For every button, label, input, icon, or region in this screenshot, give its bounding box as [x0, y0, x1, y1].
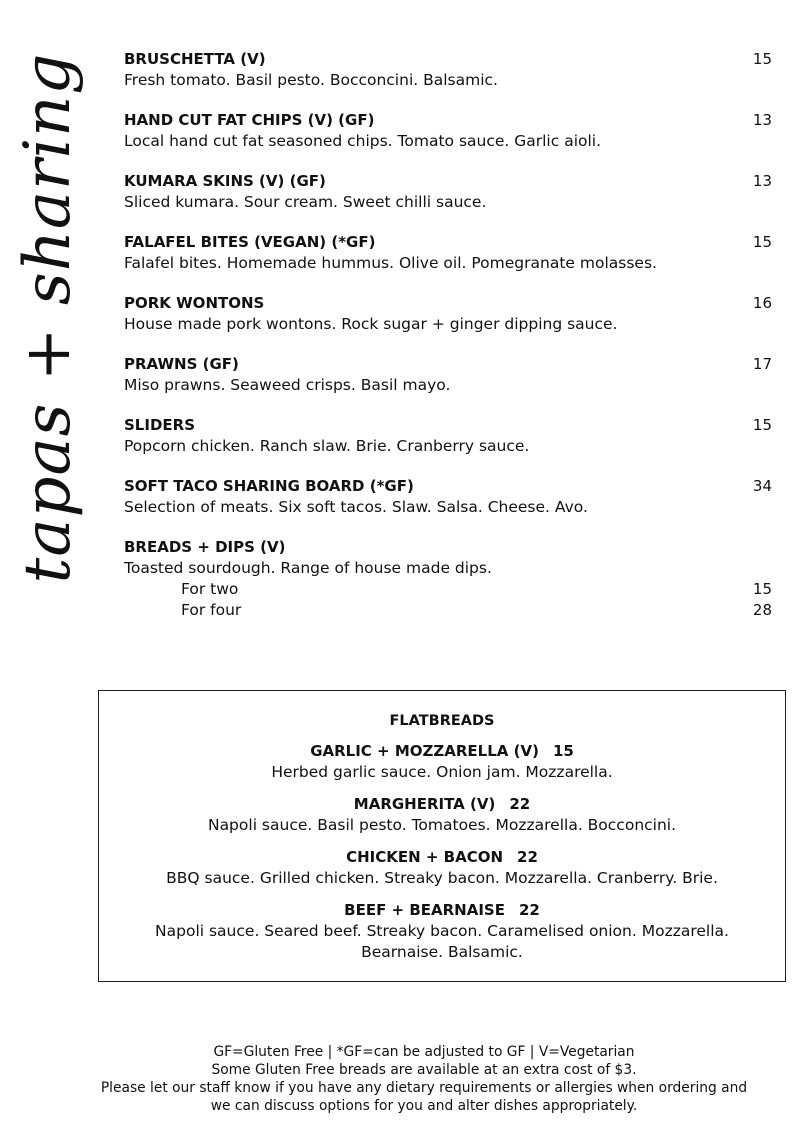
bread-option-two	[124, 579, 772, 600]
menu-item-kumara-skins	[124, 171, 772, 213]
footer-allergy-note: Please let our staff know if you have any dietary requirements or allergies when ordering and	[100, 1080, 748, 1096]
menu-item-fat-chips	[124, 110, 772, 152]
flatbread-garlic-mozzarella	[99, 741, 785, 783]
menu-item-price: 15	[752, 233, 772, 251]
menu-item-description: Toasted sourdough. Range of house made dips.	[124, 559, 492, 577]
menu-item-pork-wontons	[124, 293, 772, 335]
flatbread-price: 22	[517, 848, 538, 866]
flatbread-chicken-bacon	[99, 847, 785, 889]
menu-item-name: PRAWNS (GF)	[124, 355, 239, 373]
flatbread-description: Napoli sauce. Basil pesto. Tomatoes. Mozzarella. Bocconcini.	[207, 816, 677, 834]
menu-item-price: 16	[752, 294, 772, 312]
flatbread-margherita	[99, 794, 785, 836]
menu-item-falafel-bites	[124, 232, 772, 274]
flatbread-description-cont: Bearnaise. Balsamic.	[361, 943, 523, 961]
menu-item-name: KUMARA SKINS (V) (GF)	[124, 172, 326, 190]
menu-item-bruschetta	[124, 49, 772, 91]
tapas-menu-list	[124, 49, 772, 621]
bread-option-four	[124, 600, 772, 621]
menu-item-description: Selection of meats. Six soft tacos. Slaw. Salsa. Cheese. Avo.	[124, 498, 588, 516]
option-label: For two	[181, 580, 239, 598]
menu-item-description: Miso prawns. Seaweed crisps. Basil mayo.	[124, 376, 451, 394]
dietary-footer	[0, 1043, 800, 1115]
menu-item-name: PORK WONTONS	[124, 294, 265, 312]
flatbread-price: 22	[509, 795, 531, 813]
menu-item-description: Popcorn chicken. Ranch slaw. Brie. Cranberry sauce.	[124, 437, 530, 455]
flatbread-price: 15	[552, 742, 574, 760]
section-title: tapas + sharing	[11, 52, 85, 584]
option-price: 15	[752, 580, 772, 598]
menu-item-description: Sliced kumara. Sour cream. Sweet chilli sauce.	[124, 193, 487, 211]
menu-item-description: Fresh tomato. Basil pesto. Bocconcini. Balsamic.	[124, 71, 498, 89]
footer-legend: GF=Gluten Free | *GF=can be adjusted to GF | V=Vegetarian	[213, 1044, 635, 1060]
menu-item-breads-dips	[124, 537, 772, 621]
menu-item-name: SOFT TACO SHARING BOARD (*GF)	[124, 477, 414, 495]
menu-item-price: 34	[752, 477, 772, 495]
flatbreads-box	[98, 690, 786, 982]
flatbread-name: MARGHERITA (V)	[353, 795, 496, 813]
option-label: For four	[181, 601, 242, 619]
flatbread-name: CHICKEN + BACON	[346, 848, 504, 866]
menu-item-name: BREADS + DIPS (V)	[124, 538, 286, 556]
flatbread-description: Napoli sauce. Seared beef. Streaky bacon. Caramelised onion. Mozzarella.	[155, 922, 729, 940]
menu-item-description: House made pork wontons. Rock sugar + ginger dipping sauce.	[124, 315, 618, 333]
flatbread-name: BEEF + BEARNAISE	[344, 901, 505, 919]
menu-item-price: 15	[752, 416, 772, 434]
option-price: 28	[752, 601, 772, 619]
footer-allergy-note-cont: we can discuss options for you and alter dishes appropriately.	[210, 1098, 638, 1114]
menu-item-description: Falafel bites. Homemade hummus. Olive oil. Pomegranate molasses.	[124, 254, 657, 272]
menu-item-name: BRUSCHETTA (V)	[124, 50, 266, 68]
menu-item-name: SLIDERS	[124, 416, 195, 434]
menu-item-name: HAND CUT FAT CHIPS (V) (GF)	[124, 111, 375, 129]
flatbread-beef-bearnaise	[99, 900, 785, 963]
menu-item-sliders	[124, 415, 772, 457]
flatbreads-heading: FLATBREADS	[389, 713, 495, 729]
menu-item-price: 17	[752, 355, 772, 373]
menu-item-description: Local hand cut fat seasoned chips. Tomato sauce. Garlic aioli.	[124, 132, 602, 150]
menu-item-price: 13	[752, 111, 772, 129]
footer-gf-note: Some Gluten Free breads are available at an extra cost of $3.	[211, 1062, 637, 1078]
flatbread-description: BBQ sauce. Grilled chicken. Streaky bacon. Mozzarella. Cranberry. Brie.	[166, 869, 718, 887]
flatbread-description: Herbed garlic sauce. Onion jam. Mozzarella.	[271, 763, 613, 781]
menu-item-soft-taco-board	[124, 476, 772, 518]
flatbread-price: 22	[518, 901, 540, 919]
menu-item-price: 13	[752, 172, 772, 190]
menu-item-name: FALAFEL BITES (VEGAN) (*GF)	[124, 233, 376, 251]
flatbread-name: GARLIC + MOZZARELLA (V)	[310, 742, 539, 760]
menu-item-prawns	[124, 354, 772, 396]
menu-item-price: 15	[752, 50, 772, 68]
